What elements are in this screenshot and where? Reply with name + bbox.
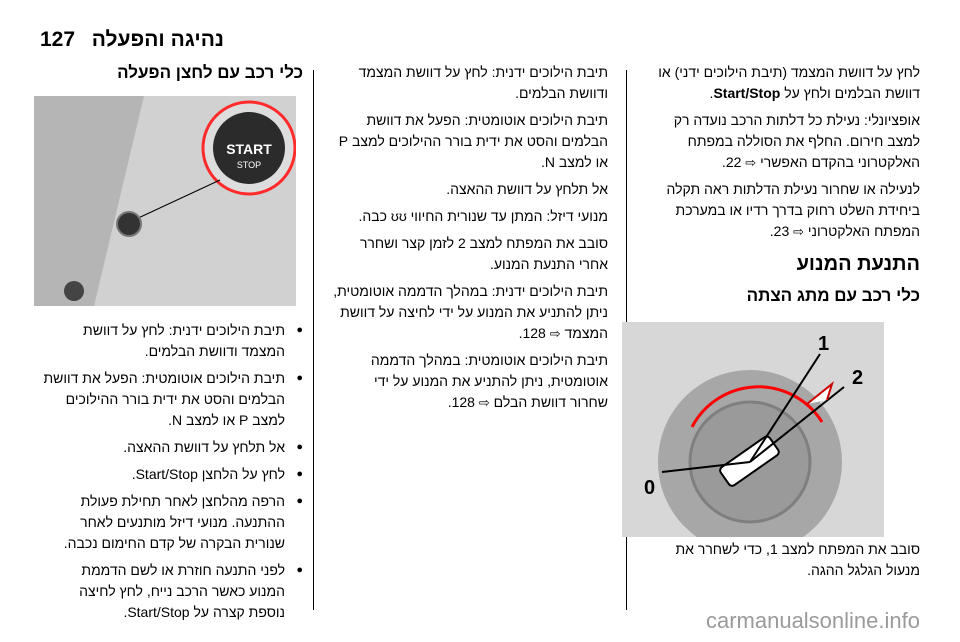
paragraph: סובב את המפתח למצב 2 לזמן קצר ושחרר אחרי התנעת המנוע.: [359, 235, 608, 272]
paragraph: לנעילה או שחרור נעילת הדלתות ראה תקלה ביחידת השלט רחוק בדרך רדיו או במערכת המפתח האלקטרוני ⇨ 23.: [666, 181, 920, 239]
start-label: START: [226, 141, 272, 157]
paragraph: מנועי דיזל: המתן עד שנורית החיווי ʊʊ כבה.: [358, 208, 608, 224]
list-item: ● תיבת הילוכים ידנית: לחץ על דוושת המצמד ודוושת הבלמים.: [43, 320, 303, 362]
page-number: 127: [40, 28, 76, 51]
chapter-title: נהיגה והפעלה: [91, 28, 224, 51]
list-item: ● אל תלחץ על דוושת ההאצה.: [43, 437, 303, 458]
page-ref-icon: ⇨: [549, 326, 561, 341]
list-item: ● תיבת הילוכים אוטומטית: הפעל את דוושת הבלמים והסט את ידית בורר ההילוכים למצב P או למצב N.: [43, 368, 303, 431]
page-ref-icon: ⇨: [478, 395, 490, 410]
position-label: 2: [852, 367, 864, 389]
paragraph: תיבת הילוכים ידנית: במהלך הדממה אוטומטית, ניתן להתניע את המנוע על ידי לחיצה על דוושת המצמד ⇨ 128.: [333, 283, 608, 341]
page-header: [0, 0, 960, 62]
paragraph: לחץ על דוושת המצמד (תיבת הילוכים ידני) או דוושת הבלמים ולחץ על Start/Stop.: [658, 64, 920, 101]
column-divider: [313, 70, 314, 610]
list-item: ● הרפה מהלחצן לאחר תחילת פעולת ההתנעה. מנועי דיזל מותנעים לאחר שנורית הבקרה של קדם החימום נכבה.: [43, 491, 303, 554]
section-heading: התנעת המנוע: [796, 253, 920, 275]
glow-plug-icon: ʊʊ: [390, 208, 407, 224]
column-middle: [333, 62, 608, 419]
position-label: 0: [644, 477, 656, 499]
subsection-heading: כלי רכב עם מתג הצתה: [746, 286, 920, 305]
ignition-key-diagram: [622, 322, 884, 537]
paragraph: תיבת הילוכים אוטומטית: הפעל את דוושת הבלמים והסט את ידית בורר ההילוכים למצב P או למצב N.: [338, 112, 608, 170]
list-item: ● לחץ על הלחצן Start/Stop.: [43, 464, 303, 485]
position-label: 1: [818, 333, 830, 355]
start-stop-button-photo: [34, 96, 296, 306]
paragraph: תיבת הילוכים אוטומטית: במהלך הדממה אוטומטית, ניתן להתניע את המנוע על ידי שחרור דוושת הבלם ⇨ 128.: [370, 352, 608, 410]
page-ref-icon: ⇨: [745, 155, 757, 170]
stop-label: STOP: [236, 160, 262, 170]
paragraph: אופציונלי: נעילת כל דלתות הרכב נועדה רק למצב חירום. החלף את הסוללה במפתח האלקטרוני בהקדם האפשרי ⇨ 22.: [673, 112, 920, 170]
page-ref-icon: ⇨: [793, 224, 805, 239]
watermark: carmanualsonline.info: [705, 608, 920, 633]
paragraph: אל תלחץ על דוושת ההאצה.: [446, 181, 608, 197]
list-item: ● לפני התנעה חוזרת או לשם הדממת המנוע כאשר הרכב נייח, לחץ לחיצה נוספת קצרה על Start/Stop.: [43, 560, 303, 623]
figure-caption: סובב את המפתח למצב 1, כדי לשחרר את מנעול הגלגל ההגה.: [675, 541, 920, 578]
section-heading: כלי רכב עם לחצן הפעלה: [117, 63, 303, 82]
paragraph: תיבת הילוכים ידנית: לחץ על דוושת המצמד ודוושת הבלמים.: [358, 64, 608, 101]
